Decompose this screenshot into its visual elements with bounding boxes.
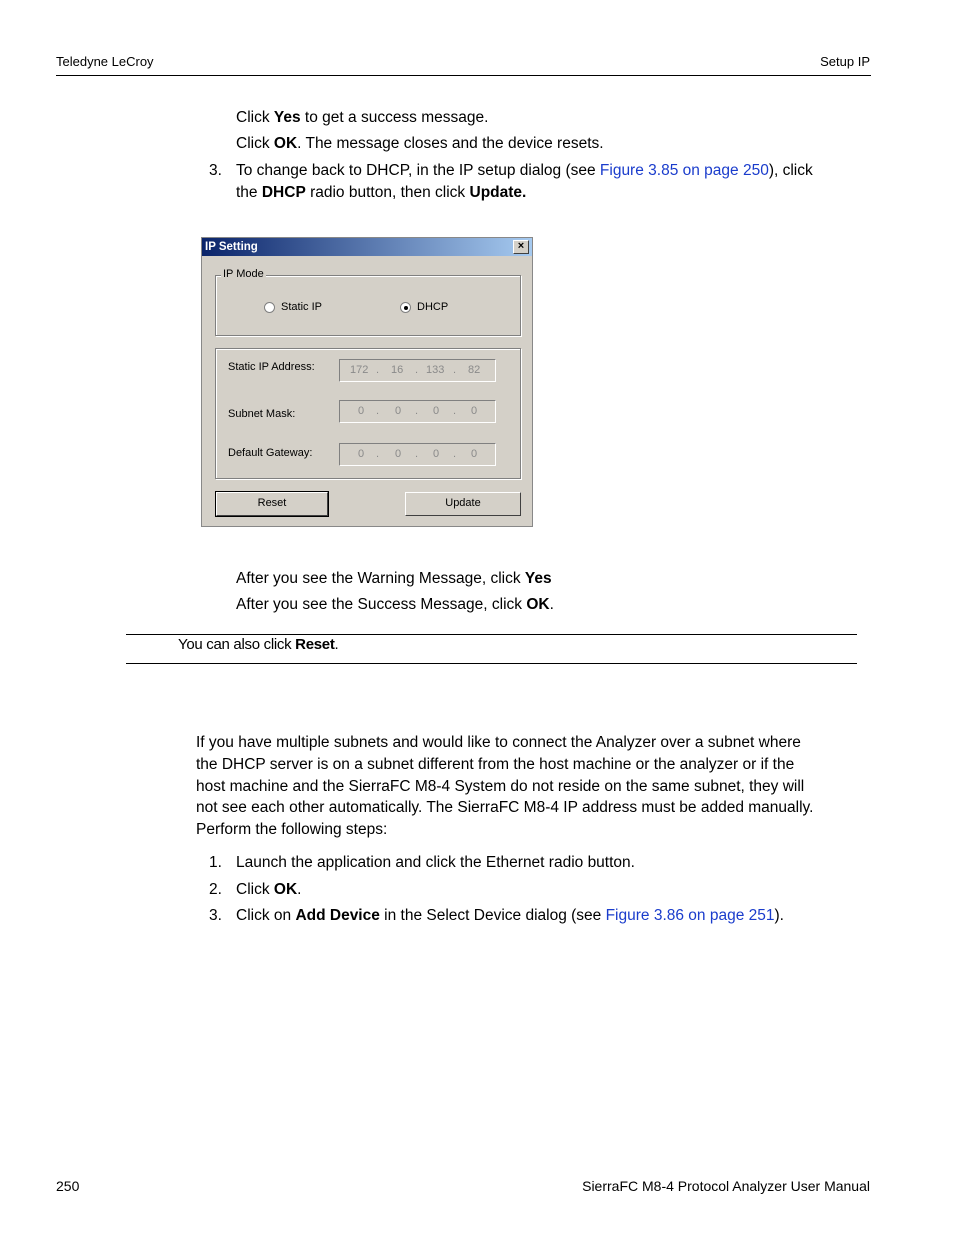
step-ok-reset: Click OK. The message closes and the device resets. — [236, 135, 604, 152]
list-1-number: 1. — [209, 854, 222, 871]
static-ip-address-label: Static IP Address: — [228, 361, 315, 373]
subnet-mask-field[interactable]: 0 . 0 . 0 . 0 — [339, 400, 496, 423]
default-gateway-field[interactable]: 0 . 0 . 0 . 0 — [339, 443, 496, 466]
dhcp-label: DHCP — [417, 301, 449, 313]
list-item-2: Click OK. — [236, 881, 302, 898]
static-ip-address-field[interactable]: 172 . 16 . 133 . 82 — [339, 359, 496, 382]
close-icon[interactable]: × — [513, 240, 529, 254]
note-text: You can also click Reset. — [178, 636, 339, 653]
note-bottom-rule — [126, 663, 857, 664]
after-warning: After you see the Warning Message, click Yes — [236, 570, 552, 587]
header-right: Setup IP — [820, 54, 870, 69]
default-gateway-label: Default Gateway: — [228, 447, 313, 459]
note-top-rule — [126, 634, 857, 635]
list-item-3: Click on Add Device in the Select Device dialog (see Figure 3.86 on page 251). — [236, 907, 784, 924]
dhcp-radio[interactable] — [400, 302, 411, 313]
step3-number: 3. — [209, 162, 222, 179]
ip-setting-dialog — [201, 237, 533, 527]
reset-button[interactable]: Reset — [216, 492, 328, 516]
list-3-number: 3. — [209, 907, 222, 924]
page-number: 250 — [56, 1178, 80, 1194]
figure-link-3-86[interactable]: Figure 3.86 on page 251 — [605, 907, 775, 924]
dialog-title-bar — [202, 238, 532, 256]
static-ip-label: Static IP — [281, 301, 322, 313]
step3-line2: the DHCP radio button, then click Update. — [236, 184, 527, 201]
after-success: After you see the Success Message, click OK. — [236, 596, 554, 613]
subnet-paragraph: If you have multiple subnets and would like to connect the Analyzer over a subnet where the DHCP server is on a subnet different from the host machine or the analyzer or if the host machine and the SierraFC M8-4 System do not reside on the same subnet, they will not see each other automatically. The SierraFC M8-4 IP address must be added manually. Perform the following steps: — [196, 734, 814, 839]
header-rule — [56, 75, 871, 76]
update-button[interactable]: Update — [405, 492, 521, 516]
static-ip-radio[interactable] — [264, 302, 275, 313]
step-yes-success: Click Yes to get a success message. — [236, 109, 489, 126]
list-2-number: 2. — [209, 881, 222, 898]
subnet-mask-label: Subnet Mask: — [228, 408, 296, 420]
header-left: Teledyne LeCroy — [56, 54, 154, 69]
footer-title: SierraFC M8-4 Protocol Analyzer User Manual — [582, 1178, 870, 1194]
dialog-title: IP Setting — [205, 241, 258, 253]
ip-mode-label: IP Mode — [223, 268, 264, 280]
figure-link-3-85[interactable]: Figure 3.85 on page 250 — [599, 162, 769, 179]
step3-line1: To change back to DHCP, in the IP setup dialog (see Figure 3.85 on page 250), click — [236, 162, 813, 179]
ip-mode-group — [215, 275, 521, 336]
list-item-1: Launch the application and click the Ethernet radio button. — [236, 854, 635, 871]
